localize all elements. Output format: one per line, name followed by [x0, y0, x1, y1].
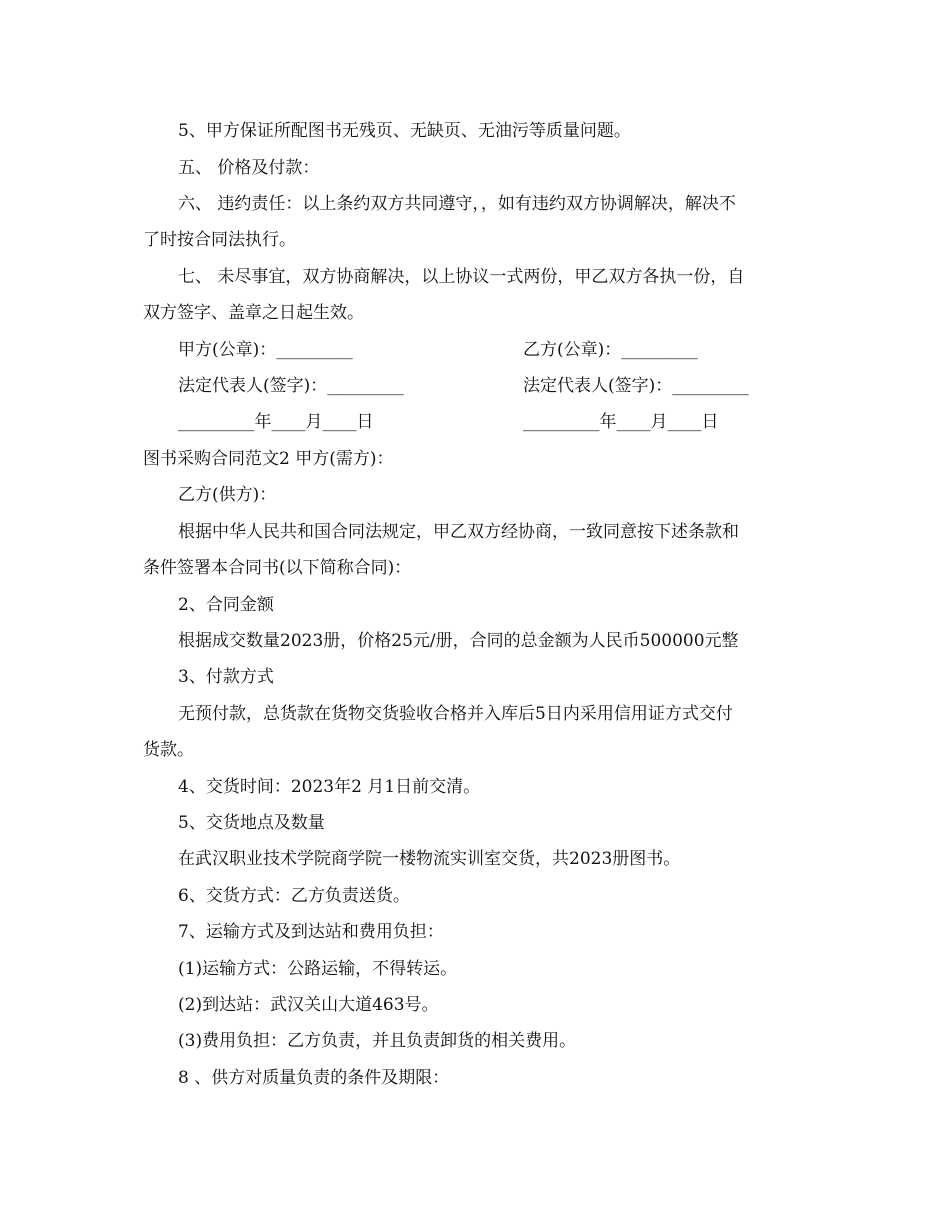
paragraph-line: (1)运输方式：公路运输，不得转运。 [178, 959, 458, 979]
paragraph-line: 6、交货方式：乙方负责送货。 [178, 886, 410, 906]
party-a-date: _________年____月____日 [178, 412, 374, 432]
paragraph-line: 无预付款，总货款在货物交货验收合格并入库后5日内采用信用证方式交付 [178, 704, 733, 724]
clause-heading: 8 、供方对质量负责的条件及期限： [178, 1068, 450, 1088]
clause-heading: 2、合同金额 [178, 595, 274, 615]
paragraph-line: 7、运输方式及到达站和费用负担： [178, 922, 444, 942]
paragraph-line: 六、 违约责任：以上条约双方共同遵守，，如有违约双方协调解决，解决不 [178, 194, 736, 214]
paragraph-line: 条件签署本合同书(以下简称合同)： [143, 558, 412, 578]
paragraph-line: 5、甲方保证所配图书无残页、无缺页、无油污等质量问题。 [178, 121, 631, 141]
paragraph-line: 七、 未尽事宜，双方协商解决，以上协议一式两份，甲乙双方各执一份，自 [178, 267, 745, 287]
party-b-date: _________年____月____日 [523, 412, 719, 432]
section-heading: 五、 价格及付款： [178, 158, 320, 178]
paragraph-line: 根据中华人民共和国合同法规定，甲乙双方经协商，一致同意按下述条款和 [178, 522, 739, 542]
contract-heading: 图书采购合同范文2 甲方(需方)： [143, 449, 394, 469]
clause-heading: 3、付款方式 [178, 667, 274, 687]
paragraph-line: 4、交货时间：2023年2 月1日前交清。 [178, 777, 481, 797]
party-b-representative: 法定代表人(签字)：_________ [523, 376, 749, 396]
party-a-seal: 甲方(公章)：_________ [178, 340, 353, 360]
paragraph-line: 了时按合同法执行。 [143, 230, 296, 250]
clause-heading: 5、交货地点及数量 [178, 813, 325, 833]
paragraph-line: 乙方(供方)： [178, 485, 277, 505]
paragraph-line: 双方签字、盖章之日起生效。 [143, 303, 364, 323]
paragraph-line: (2)到达站：武汉关山大道463号。 [178, 995, 439, 1015]
paragraph-line: (3)费用负担：乙方负责，并且负责卸货的相关费用。 [178, 1031, 577, 1051]
paragraph-line: 根据成交数量2023册，价格25元/册，合同的总金额为人民币500000元整 [178, 631, 739, 651]
paragraph-line: 在武汉职业技术学院商学院一楼物流实训室交货，共2023册图书。 [178, 849, 681, 869]
party-a-representative: 法定代表人(签字)：_________ [178, 376, 404, 396]
paragraph-line: 货款。 [143, 740, 194, 760]
party-b-seal: 乙方(公章)：_________ [523, 340, 698, 360]
